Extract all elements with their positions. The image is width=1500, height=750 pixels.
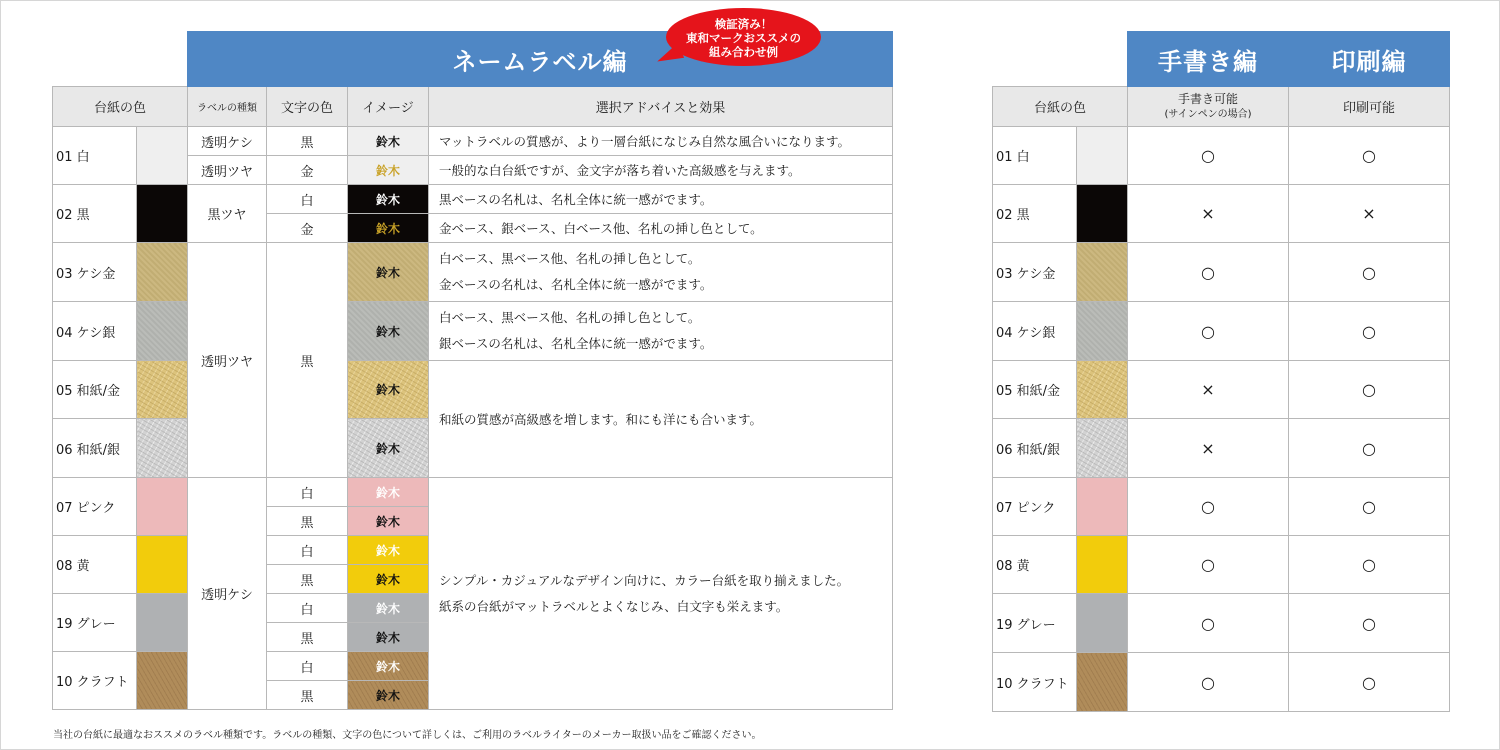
paper-swatch-gray: [1077, 594, 1128, 653]
sample-image: 鈴木: [348, 594, 429, 623]
advice-text: [429, 478, 893, 710]
label-type: 黒ツヤ: [188, 185, 267, 243]
text-color: 黒: [267, 127, 348, 156]
advice-line: 白ベース、黒ベース他、名札の挿し色として。: [439, 251, 701, 266]
print-mark: ○: [1289, 302, 1450, 361]
sample-image: 鈴木: [348, 302, 429, 361]
advice-text: [429, 243, 893, 302]
paper-swatch-yellow: [137, 536, 188, 594]
sample-image: 鈴木: [348, 214, 429, 243]
text-color: 黒: [267, 507, 348, 536]
paper-swatch-black: [137, 185, 188, 243]
advice-text: マットラベルの質感が、より一層台紙になじみ自然な風合いになります。: [429, 127, 893, 156]
paper-name: 01 白: [993, 127, 1077, 185]
advice-text: [429, 302, 893, 361]
paper-name: 03 ケシ金: [993, 243, 1077, 302]
advice-text: 和紙の質感が高級感を増します。和にも洋にも合います。: [429, 361, 893, 478]
advice-text: 黒ベースの名札は、名札全体に統一感がでます。: [429, 185, 893, 214]
paper-swatch-wsilver: [1077, 419, 1128, 478]
label-type: 透明ケシ: [188, 127, 267, 156]
name-label-table: [52, 31, 893, 710]
paper-swatch-wsilver: [137, 419, 188, 478]
paper-name: 06 和紙/銀: [993, 419, 1077, 478]
paper-name: 05 和紙/金: [993, 361, 1077, 419]
hand-mark: ○: [1128, 653, 1289, 712]
header-hand-line1: 手書き可能: [1177, 91, 1238, 106]
hand-mark: ○: [1128, 127, 1289, 185]
paper-name: 07 ピンク: [993, 478, 1077, 536]
advice-text: 一般的な白台紙ですが、金文字が落ち着いた高級感を与えます。: [429, 156, 893, 185]
header-image: イメージ: [348, 87, 429, 127]
footnote: 当社の台紙に最適なおススメのラベル種類です。ラベルの種類、文字の色について詳しくは、ご利用のラベルライターのメーカー取扱い品をご確認ください。: [53, 730, 762, 741]
name-label-title: ネームラベル編: [188, 32, 893, 87]
header-hand-line2: (サインペンの場合): [1164, 108, 1252, 120]
hand-mark: ×: [1128, 185, 1289, 243]
paper-name: 08 黄: [993, 536, 1077, 594]
paper-swatch-kgold: [137, 243, 188, 302]
paper-name: 10 クラフト: [993, 653, 1077, 712]
print-mark: ○: [1289, 127, 1450, 185]
sample-image: 鈴木: [348, 681, 429, 710]
text-color: 黒: [267, 623, 348, 652]
header-advice: 選択アドバイスと効果: [429, 87, 893, 127]
sample-image: 鈴木: [348, 478, 429, 507]
text-color: 白: [267, 536, 348, 565]
sample-image: 鈴木: [348, 156, 429, 185]
hand-mark: ○: [1128, 302, 1289, 361]
sample-image: 鈴木: [348, 565, 429, 594]
header-print: 印刷可能: [1289, 87, 1450, 127]
sample-image: 鈴木: [348, 536, 429, 565]
sample-image: 鈴木: [348, 127, 429, 156]
paper-swatch-kgold: [1077, 243, 1128, 302]
header-base-color: 台紙の色: [53, 87, 188, 127]
recommendation-badge: [656, 8, 821, 70]
print-mark: ○: [1289, 653, 1450, 712]
paper-name: 10 クラフト: [53, 652, 137, 710]
write-print-table: [992, 31, 1450, 712]
paper-swatch-pink: [1077, 478, 1128, 536]
sample-image: 鈴木: [348, 419, 429, 478]
paper-name: 19 グレー: [53, 594, 137, 652]
text-color: 白: [267, 594, 348, 623]
hand-mark: ○: [1128, 594, 1289, 653]
advice-text: 金ベース、銀ベース、白ベース他、名札の挿し色として。: [429, 214, 893, 243]
header-base-color: 台紙の色: [993, 87, 1128, 127]
paper-name: 08 黄: [53, 536, 137, 594]
text-color: 黒: [267, 243, 348, 478]
paper-name: 19 グレー: [993, 594, 1077, 653]
paper-name: 02 黒: [53, 185, 137, 243]
print-title: 印刷編: [1289, 32, 1450, 87]
header-label-type: ラベルの種類: [188, 87, 267, 127]
paper-swatch-white: [1077, 127, 1128, 185]
paper-swatch-gray: [137, 594, 188, 652]
text-color: 白: [267, 652, 348, 681]
sample-image: 鈴木: [348, 185, 429, 214]
paper-swatch-yellow: [1077, 536, 1128, 594]
print-mark: ○: [1289, 361, 1450, 419]
text-color: 金: [267, 156, 348, 185]
label-type: 透明ツヤ: [188, 243, 267, 478]
advice-line: 銀ベースの名札は、名札全体に統一感がでます。: [439, 336, 713, 351]
paper-name: 06 和紙/銀: [53, 419, 137, 478]
label-type: 透明ツヤ: [188, 156, 267, 185]
badge-line: 検証済み！: [714, 17, 773, 31]
sample-image: 鈴木: [348, 652, 429, 681]
badge-text: [666, 17, 821, 59]
advice-line: 紙系の台紙がマットラベルとよくなじみ、白文字も栄えます。: [439, 598, 789, 614]
badge-line: 東和マークおススメの: [686, 31, 801, 45]
handwriting-title: 手書き編: [1128, 32, 1289, 87]
paper-swatch-wgold: [1077, 361, 1128, 419]
badge-line: 組み合わせ例: [709, 45, 778, 59]
sample-image: 鈴木: [348, 243, 429, 302]
label-type: 透明ケシ: [188, 478, 267, 710]
paper-swatch-kraft: [137, 652, 188, 710]
text-color: 黒: [267, 681, 348, 710]
header-handwriting: [1128, 87, 1289, 127]
paper-name: 07 ピンク: [53, 478, 137, 536]
paper-swatch-white: [137, 127, 188, 185]
paper-swatch-pink: [137, 478, 188, 536]
advice-line: 金ベースの名札は、名札全体に統一感がでます。: [439, 277, 713, 292]
sample-image: 鈴木: [348, 623, 429, 652]
paper-swatch-ksilver: [1077, 302, 1128, 361]
print-mark: ○: [1289, 594, 1450, 653]
paper-swatch-kraft: [1077, 653, 1128, 712]
paper-swatch-ksilver: [137, 302, 188, 361]
hand-mark: ○: [1128, 243, 1289, 302]
header-text-color: 文字の色: [267, 87, 348, 127]
print-mark: ○: [1289, 243, 1450, 302]
print-mark: ○: [1289, 536, 1450, 594]
print-mark: ×: [1289, 185, 1450, 243]
sample-image: 鈴木: [348, 361, 429, 419]
print-mark: ○: [1289, 419, 1450, 478]
advice-line: シンプル・カジュアルなデザイン向けに、カラー台紙を取り揃えました。: [439, 572, 850, 588]
hand-mark: ○: [1128, 536, 1289, 594]
paper-name: 04 ケシ銀: [53, 302, 137, 361]
text-color: 金: [267, 214, 348, 243]
hand-mark: ×: [1128, 419, 1289, 478]
paper-name: 05 和紙/金: [53, 361, 137, 419]
text-color: 黒: [267, 565, 348, 594]
paper-name: 01 白: [53, 127, 137, 185]
hand-mark: ○: [1128, 478, 1289, 536]
hand-mark: ×: [1128, 361, 1289, 419]
print-mark: ○: [1289, 478, 1450, 536]
text-color: 白: [267, 185, 348, 214]
paper-name: 02 黒: [993, 185, 1077, 243]
paper-swatch-wgold: [137, 361, 188, 419]
paper-swatch-black: [1077, 185, 1128, 243]
advice-line: 白ベース、黒ベース他、名札の挿し色として。: [439, 310, 701, 325]
sample-image: 鈴木: [348, 507, 429, 536]
text-color: 白: [267, 478, 348, 507]
paper-name: 04 ケシ銀: [993, 302, 1077, 361]
paper-name: 03 ケシ金: [53, 243, 137, 302]
